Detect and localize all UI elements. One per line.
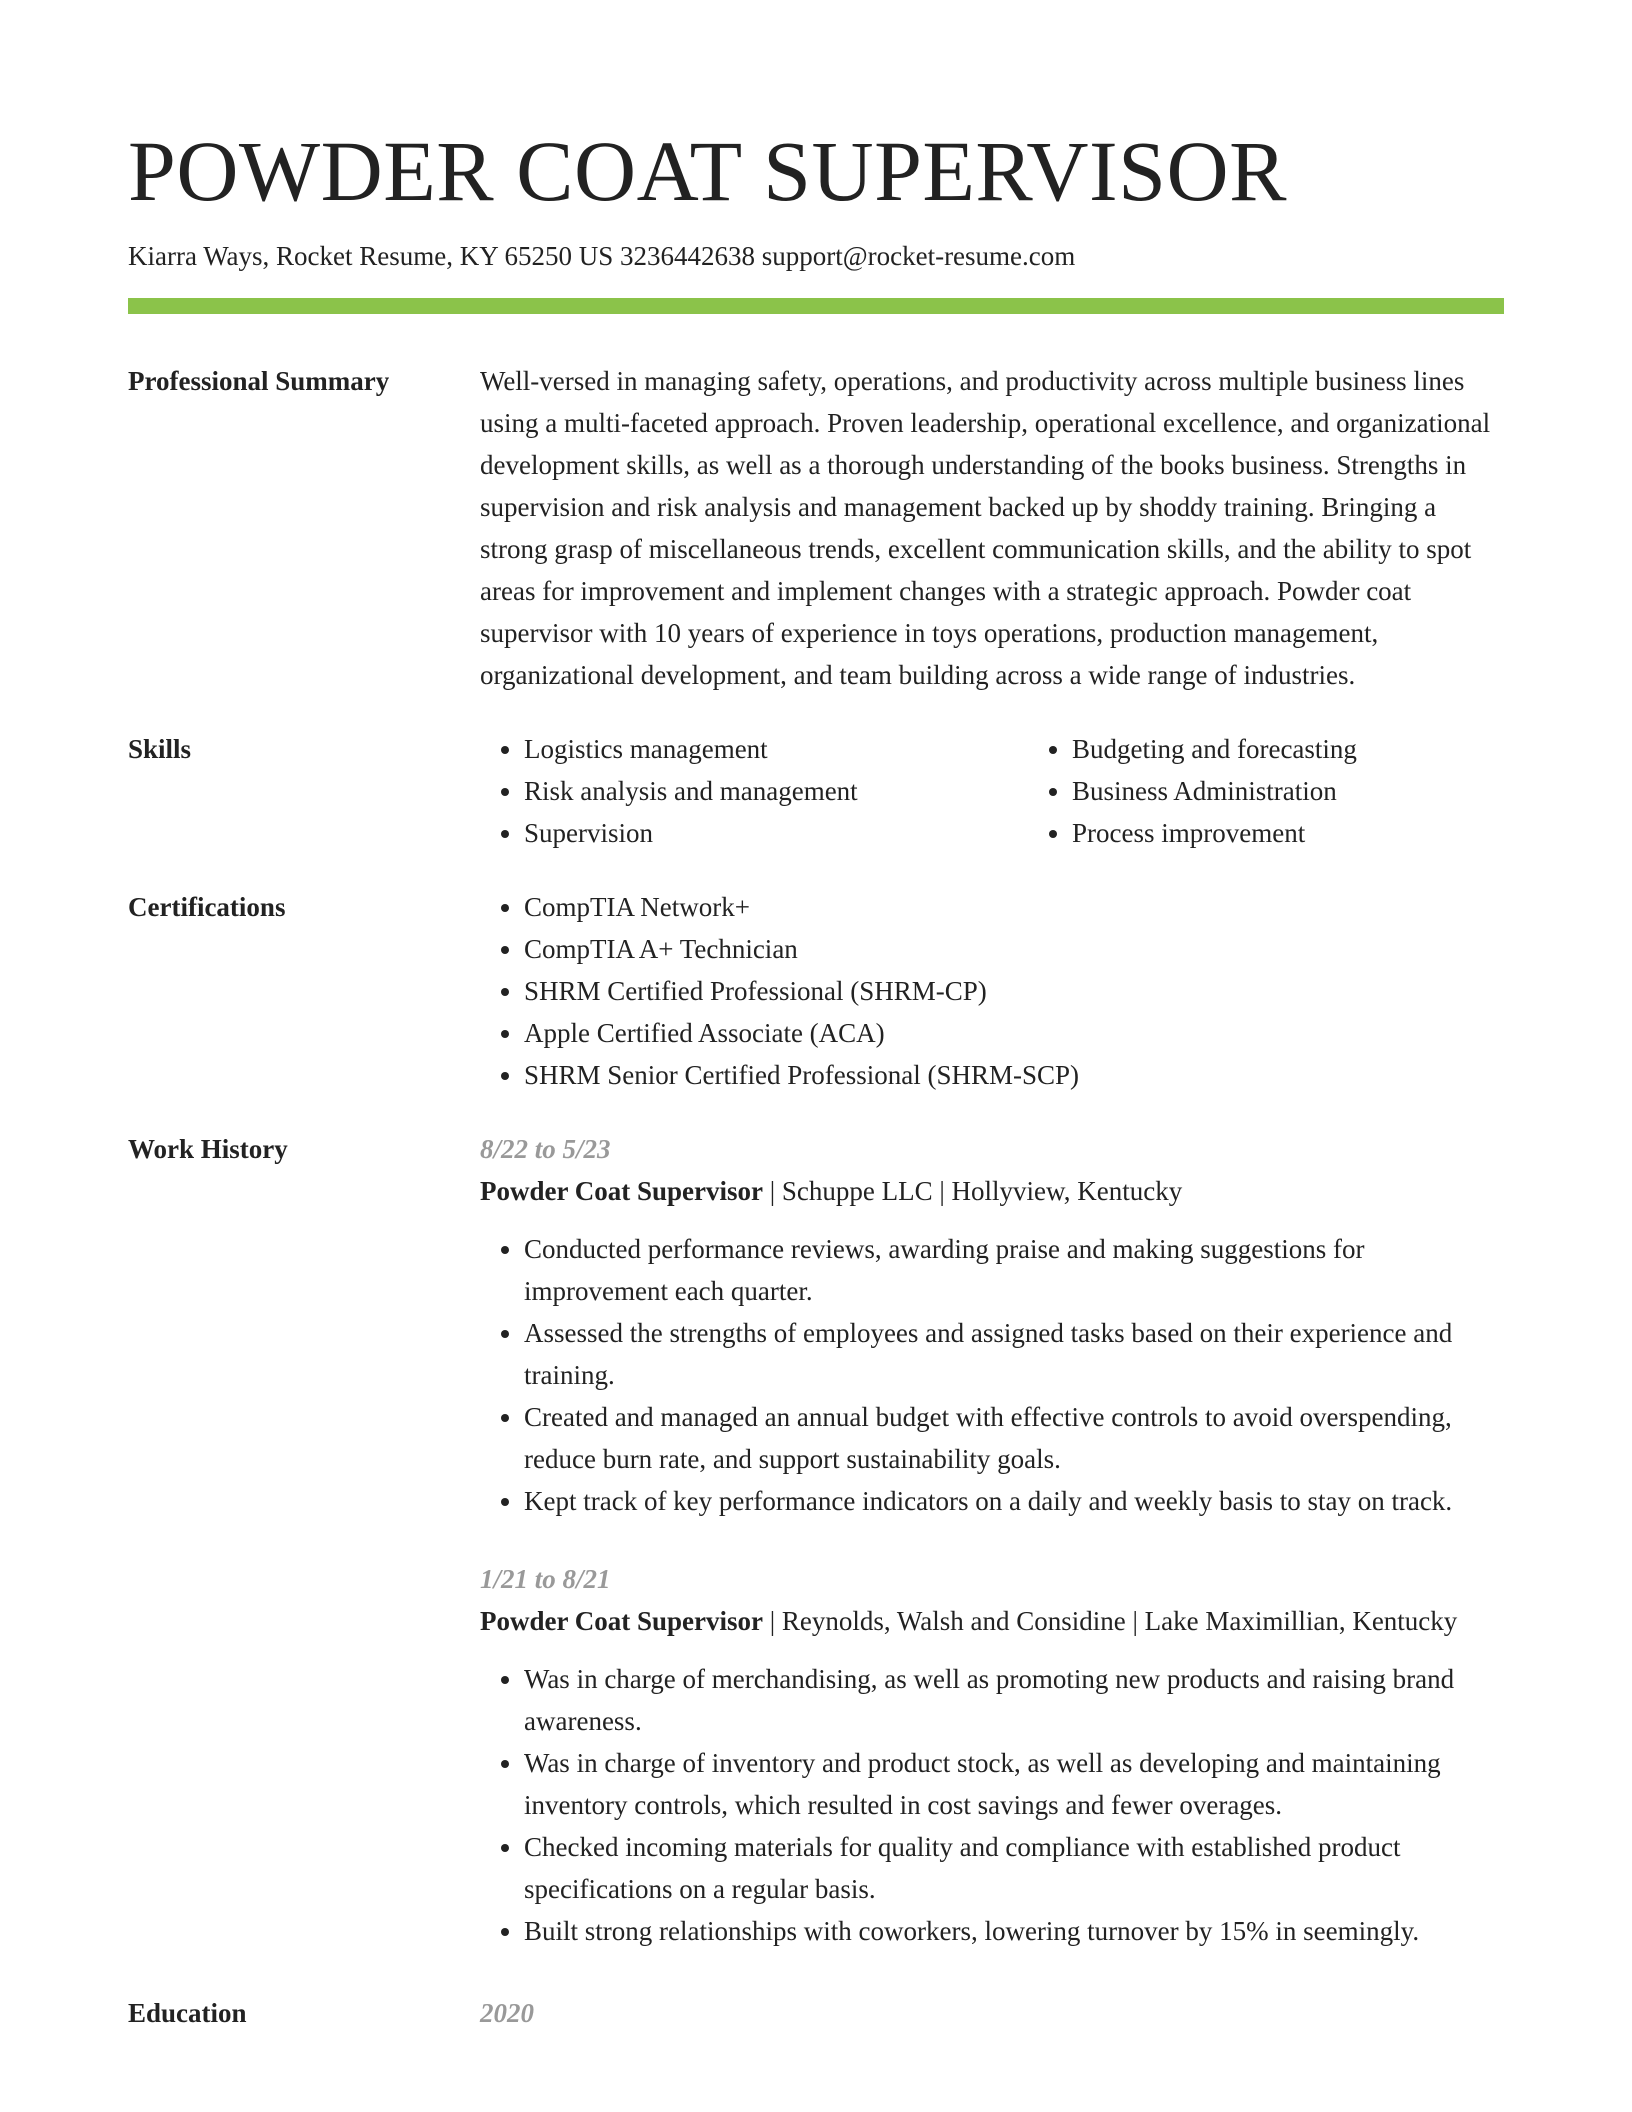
job-entry [480, 1128, 1504, 1522]
job-bullets [480, 1658, 1504, 1952]
job-bullet: • Created and managed an annual budget with effective controls to avoid overspending, reduce burn rate, and support sustainability goals. [524, 1396, 1504, 1480]
job-bullet: • Conducted performance reviews, awarding praise and making suggestions for improvement each quarter. [524, 1228, 1504, 1312]
skill-item: • Budgeting and forecasting [1072, 728, 1576, 770]
section-label-certifications: Certifications [128, 892, 286, 922]
skills-list-right [1028, 728, 1576, 854]
skills-section [128, 728, 1504, 854]
section-label-work-history: Work History [128, 1134, 288, 1164]
resume-title: POWDER COAT SUPERVISOR [128, 123, 1287, 219]
job-bullets [480, 1228, 1504, 1522]
job-bullet: • Assessed the strengths of employees and assigned tasks based on their experience and training. [524, 1312, 1504, 1396]
job-details: | Schuppe LLC | Hollyview, Kentucky [763, 1176, 1183, 1206]
job-dates: 8/22 to 5/23 [480, 1134, 611, 1164]
job-bullet: • Checked incoming materials for quality and compliance with established product specifications on a regular basis. [524, 1826, 1504, 1910]
skills-list-left [480, 728, 1028, 854]
certification-item: • SHRM Certified Professional (SHRM-CP) [524, 970, 1504, 1012]
skill-item: • Risk analysis and management [524, 770, 1028, 812]
certification-item: • CompTIA Network+ [524, 886, 1504, 928]
job-bullet: • Was in charge of merchandising, as well as promoting new products and raising brand awareness. [524, 1658, 1504, 1742]
skill-item: • Business Administration [1072, 770, 1576, 812]
certifications-list [480, 886, 1504, 1096]
job-bullet: • Was in charge of inventory and product stock, as well as developing and maintaining inventory controls, which resulted in cost savings and fewer overages. [524, 1742, 1504, 1826]
job-heading [480, 1170, 1504, 1212]
job-title: Powder Coat Supervisor [480, 1606, 763, 1636]
skill-item: • Logistics management [524, 728, 1028, 770]
education-section [128, 1992, 1504, 2034]
certification-item: • SHRM Senior Certified Professional (SHRM-SCP) [524, 1054, 1504, 1096]
job-bullet: • Built strong relationships with coworkers, lowering turnover by 15% in seemingly. [524, 1910, 1504, 1952]
section-label-education: Education [128, 1998, 247, 2028]
certification-item: • Apple Certified Associate (ACA) [524, 1012, 1504, 1054]
job-bullet: • Kept track of key performance indicators on a daily and weekly basis to stay on track. [524, 1480, 1504, 1522]
summary-text: Well-versed in managing safety, operations, and productivity across multiple business lines using a multi-faceted approach. Proven leadership, operational excellence, and organizational development skills, as well as a thorough understanding of the books business. Strengths in supervision and risk analysis and management backed up by shoddy training. Bringing a strong grasp of miscellaneous trends, excellent communication skills, and the ability to spot areas for improvement and implement changes with a strategic approach. Powder coat supervisor with 10 years of experience in toys operations, production management, organizational development, and team building across a wide range of industries. [480, 366, 1491, 690]
accent-divider [128, 298, 1504, 314]
education-dates: 2020 [480, 1998, 534, 2028]
certification-item: • CompTIA A+ Technician [524, 928, 1504, 970]
work-history-section [128, 1128, 1504, 1988]
job-details: | Reynolds, Walsh and Considine | Lake Maximillian, Kentucky [763, 1606, 1458, 1636]
resume-page [128, 0, 1504, 2034]
job-heading [480, 1600, 1504, 1642]
section-label-skills: Skills [128, 734, 192, 764]
job-title: Powder Coat Supervisor [480, 1176, 763, 1206]
summary-section [128, 360, 1504, 696]
skill-item: • Process improvement [1072, 812, 1576, 854]
section-label-summary: Professional Summary [128, 366, 390, 396]
job-entry [480, 1558, 1504, 1952]
job-dates: 1/21 to 8/21 [480, 1564, 611, 1594]
certifications-section [128, 886, 1504, 1096]
contact-line: Kiarra Ways, Rocket Resume, KY 65250 US 3236442638 support@rocket-resume.com [128, 241, 1076, 271]
skill-item: • Supervision [524, 812, 1028, 854]
